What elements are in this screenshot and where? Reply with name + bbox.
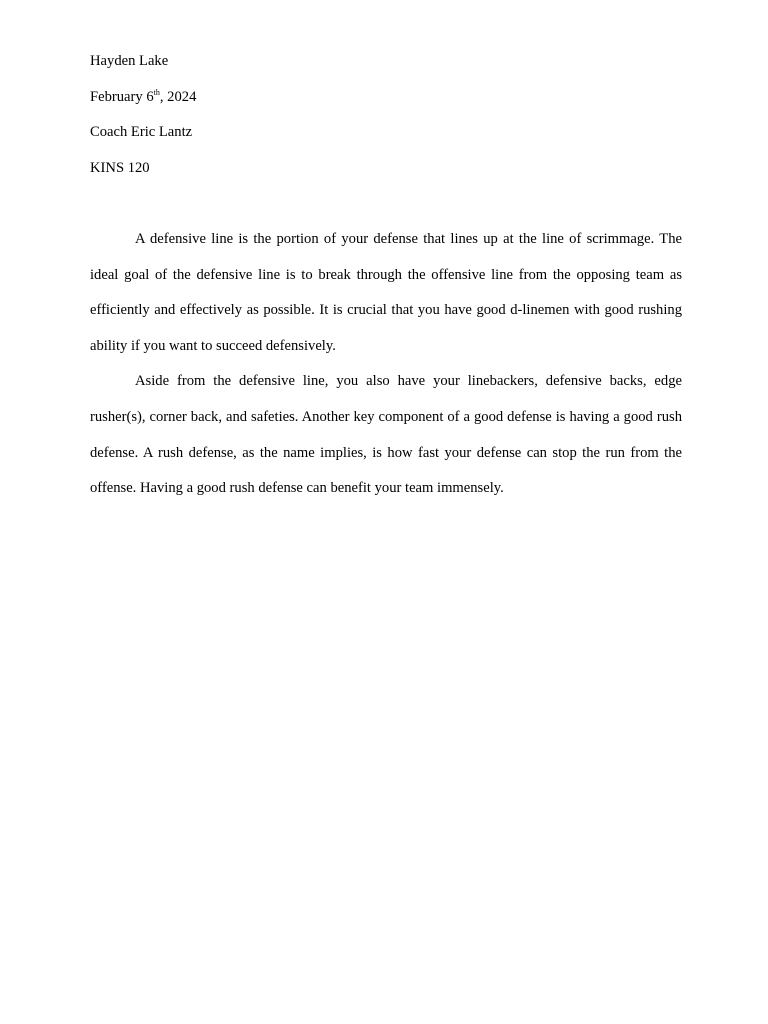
student-name: Hayden Lake — [90, 53, 169, 69]
document-body — [90, 44, 682, 507]
course-code: KINS 120 — [90, 159, 150, 176]
blank-line — [90, 186, 682, 222]
date-ordinal-suffix: th — [153, 87, 160, 97]
submission-date — [90, 80, 682, 116]
instructor-name: Coach Eric Lantz — [90, 124, 193, 141]
paragraph-2: Aside from the defensive line, you also have your linebackers, defensive backs, edge rusher(s), corner back, and safeties. Another key component of a good defense is having a good rush defense. A rush defense, as the name implies, is how fast your defense can stop the run from the offense. Having a good rush defense can benefit your team immensely. — [90, 373, 682, 497]
paragraph-1: A defensive line is the portion of your defense that lines up at the line of scrimmage. The ideal goal of the defensive line is to break through the offensive line from the opposing team as efficiently and effectively as possible. It is crucial that you have good d-linemen with good rushing ability if you want to succeed defensively. — [90, 230, 682, 354]
date-prefix: February 6 — [90, 88, 154, 105]
date-year: , 2024 — [159, 88, 197, 105]
